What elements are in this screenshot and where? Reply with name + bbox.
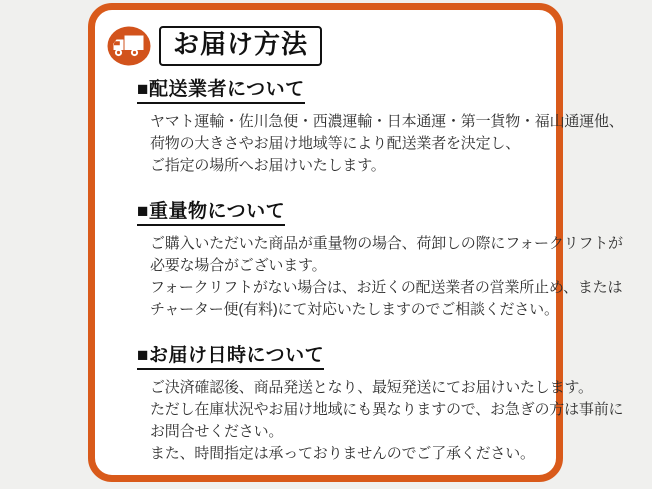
section-delivery-date xyxy=(137,340,624,465)
text-line: ヤマト運輸・佐川急便・西濃運輸・日本通運・第一貨物・福山通運他、 xyxy=(150,113,624,130)
section-carriers-body xyxy=(137,111,624,177)
text-line: ご決済確認後、商品発送となり、最短発送にてお届けいたします。 xyxy=(150,379,593,396)
text-line: フォークリフトがない場合は、お近くの配送業者の営業所止め、または xyxy=(150,279,623,296)
text-line: 必要な場合がございます。 xyxy=(150,257,327,274)
text-line: チャーター便(有料)にて対応いたしますのでご相談ください。 xyxy=(150,301,559,318)
panel-content xyxy=(95,10,624,475)
panel-header xyxy=(107,26,546,66)
delivery-info-panel xyxy=(88,3,624,482)
text-line: 荷物の大きさやお届け地域等により配送業者を決定し、 xyxy=(150,135,521,152)
text-line: ご購入いただいた商品が重量物の場合、荷卸しの際にフォークリフトが xyxy=(150,235,623,252)
page-title: お届け方法 xyxy=(159,26,322,65)
text-line: ご指定の場所へお届けいたします。 xyxy=(150,157,386,174)
truck-icon xyxy=(107,26,151,66)
text-line: ただし在庫状況やお届け地域にも異なりますので、お急ぎの方は事前に xyxy=(150,401,624,418)
text-line: また、時間指定は承っておりませんのでご了承ください。 xyxy=(150,445,535,462)
section-delivery-date-body xyxy=(137,377,624,465)
section-heavy-goods-heading: ■重量物について xyxy=(137,196,285,226)
sections-container xyxy=(107,74,624,465)
section-carriers-heading: ■配送業者について xyxy=(137,74,305,104)
section-heavy-goods-body xyxy=(137,233,623,321)
section-carriers xyxy=(137,74,624,177)
section-delivery-date-heading: ■お届け日時について xyxy=(137,340,324,370)
text-line: お問合せください。 xyxy=(150,423,284,440)
section-heavy-goods xyxy=(137,196,623,321)
